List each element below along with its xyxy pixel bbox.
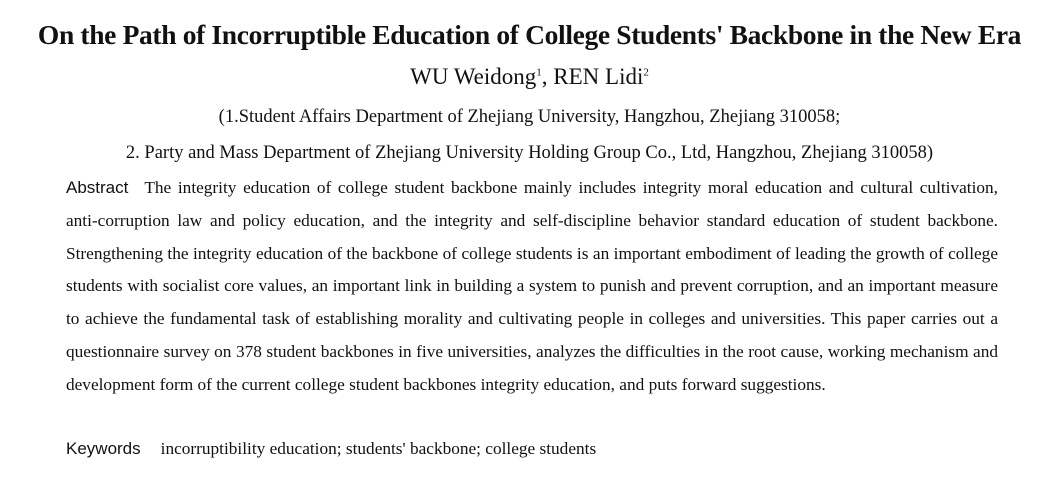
author-affiliation-marker: 1 (536, 66, 542, 79)
author-affiliation-marker: 2 (643, 66, 649, 79)
keywords-section (66, 433, 998, 466)
paper-title: On the Path of Incorruptible Education of College Students' Backbone in the New Era (37, 19, 1022, 50)
abstract-text: The integrity education of college student backbone mainly includes integrity moral education and cultural cultivation, anti-corruption law and policy education, and the integrity and self-discipline behavior standard education of student backbone. Strengthening the integrity education of the backbone of college students is an important embodiment of leading the growth of college students with socialist core values, an important link in building a system to punish and prevent corruption, and an important measure to achieve the fundamental task of establishing morality and cultivating people in colleges and universities. This paper carries out a questionnaire survey on 378 student backbones in five universities, analyzes the difficulties in the root cause, working mechanism and development form of the current college student backbones integrity education, and puts forward suggestions. (66, 178, 998, 394)
author-line (0, 61, 1059, 93)
affiliation-line: (1.Student Affairs Department of Zhejiang University, Hangzhou, Zhejiang 310058; (218, 107, 841, 127)
affiliation-line: 2. Party and Mass Department of Zhejiang University Holding Group Co., Ltd, Hangzhou, Zhejiang 310058) (125, 143, 934, 163)
abstract-label: Abstract (66, 178, 129, 197)
keywords-text: incorruptibility education; students' backbone; college students (160, 439, 597, 458)
author-name: WU Weidong (410, 64, 537, 89)
abstract-section (66, 172, 998, 402)
author-name: REN Lidi (553, 64, 644, 89)
author-separator: , (541, 64, 554, 89)
keywords-label: Keywords (66, 439, 141, 458)
